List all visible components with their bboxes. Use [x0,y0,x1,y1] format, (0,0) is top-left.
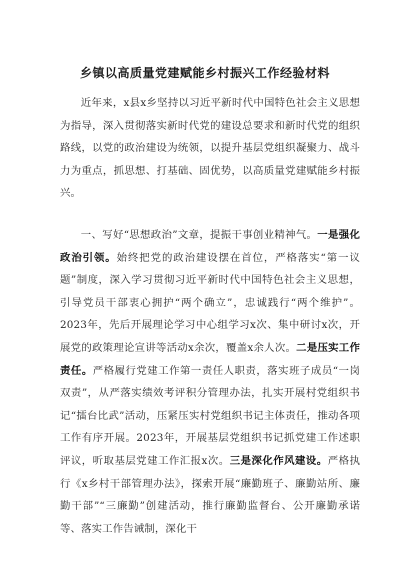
paragraph-text: 严格履行党建工作第一责任人职责，落实班子成员“一岗双责”，从严落实绩效考评积分管理办法，扎实开展村党组织书记“擂台比武”活动，压紧压实村党组织书记主体责任，推动各项工作有序开展。2023年，开展基层党组织书记抓党建工作述职评议，听取基层党建工作汇报x次。 [60,364,361,467]
paragraph-text: 近年来，x县x乡坚持以习近平新时代中国特色社会主义思想为指导，深入贯彻落实新时代党的建设总要求和新时代党的组织路线，以党的政治建设为统领，以提升基层党组织凝聚力、战斗力为重点，抓思想、打基础、固优势，以高质量党建赋能乡村振兴。 [60,97,360,200]
paragraph-text: 严格执行《x乡村干部管理办法》，探索开展“廉勤班子、廉勤站所、廉勤干部”“三廉勤”创建活动，推行廉勤监督台、公开廉勤承诺等、落实工作告诫制，深化干 [60,454,361,535]
section-heading-text: 一、写好“思想政治”文章，提振干事创业精神气。 [80,229,318,241]
bold-subheading-2: 二是压实工作责任。 [60,341,361,377]
paragraph-text: 始终把党的政治建设摆在首位，严格落实“第一议题”制度，深入学习贯彻习近平新时代中国特色社会主义思想，引导党员干部衷心拥护“两个确立”，忠诚践行“两个维护”。2023年，先后开展理论学习中心组学习x次、集中研讨x次，开展党的政策理论宣讲等活动x余次，覆盖x余人次。 [60,251,360,354]
document-title: 乡镇以高质量党建赋能乡村振兴工作经验材料 [79,66,330,80]
bold-subheading-1: 一是强化政治引领。 [60,229,360,264]
paragraph-section-one [60,224,360,540]
paragraph-intro [60,92,360,205]
bold-subheading-3: 三是深化作风建设。 [229,454,328,467]
